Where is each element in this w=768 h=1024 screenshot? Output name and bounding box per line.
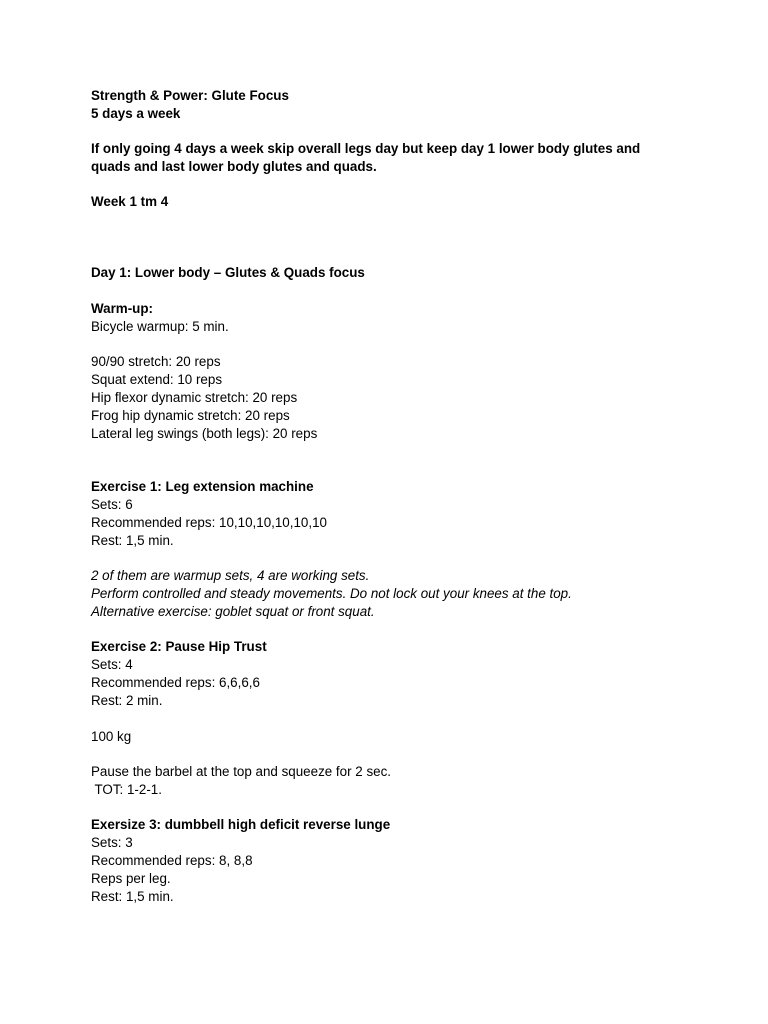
warmup-item: Frog hip dynamic stretch: 20 reps: [91, 408, 290, 423]
exercise2-sets: Sets: 4: [91, 657, 133, 672]
warmup-item: Squat extend: 10 reps: [91, 372, 223, 387]
exercise3-reps: Recommended reps: 8, 8,8: [91, 853, 253, 868]
doc-note-line-2: quads and last lower body glutes and quads.: [91, 159, 377, 174]
week-label: Week 1 tm 4: [91, 194, 169, 209]
exercise3-rest: Rest: 1,5 min.: [91, 889, 174, 904]
warmup-item: 90/90 stretch: 20 reps: [91, 354, 221, 369]
exercise1-reps: Recommended reps: 10,10,10,10,10,10: [91, 515, 327, 530]
doc-frequency: 5 days a week: [91, 106, 181, 121]
exercise2-tempo: TOT: 1-2-1.: [91, 782, 162, 797]
day1-heading: Day 1: Lower body – Glutes & Quads focus: [91, 265, 365, 280]
exercise2-reps: Recommended reps: 6,6,6,6: [91, 675, 260, 690]
warmup-item: Lateral leg swings (both legs): 20 reps: [91, 426, 318, 441]
exercise1-sets: Sets: 6: [91, 497, 133, 512]
warmup-heading: Warm-up:: [91, 301, 153, 316]
exercise1-note: 2 of them are warmup sets, 4 are working sets.: [91, 568, 370, 583]
doc-note-line-1: If only going 4 days a week skip overall legs day but keep day 1 lower body glutes and: [91, 141, 641, 156]
exercise2-heading: Exercise 2: Pause Hip Trust: [91, 639, 267, 654]
exercise1-heading: Exercise 1: Leg extension machine: [91, 479, 314, 494]
exercise3-heading: Exersize 3: dumbbell high deficit reverse lunge: [91, 817, 391, 832]
exercise3-sets: Sets: 3: [91, 835, 133, 850]
exercise2-weight: 100 kg: [91, 729, 132, 744]
warmup-bicycle: Bicycle warmup: 5 min.: [91, 319, 229, 334]
exercise1-note: Alternative exercise: goblet squat or front squat.: [91, 604, 375, 619]
doc-title: Strength & Power: Glute Focus: [91, 88, 289, 103]
exercise2-rest: Rest: 2 min.: [91, 693, 163, 708]
warmup-item: Hip flexor dynamic stretch: 20 reps: [91, 390, 298, 405]
exercise1-rest: Rest: 1,5 min.: [91, 533, 174, 548]
exercise1-note: Perform controlled and steady movements. Do not lock out your knees at the top.: [91, 586, 572, 601]
exercise2-note: Pause the barbel at the top and squeeze for 2 sec.: [91, 764, 392, 779]
exercise3-per-leg: Reps per leg.: [91, 871, 171, 886]
